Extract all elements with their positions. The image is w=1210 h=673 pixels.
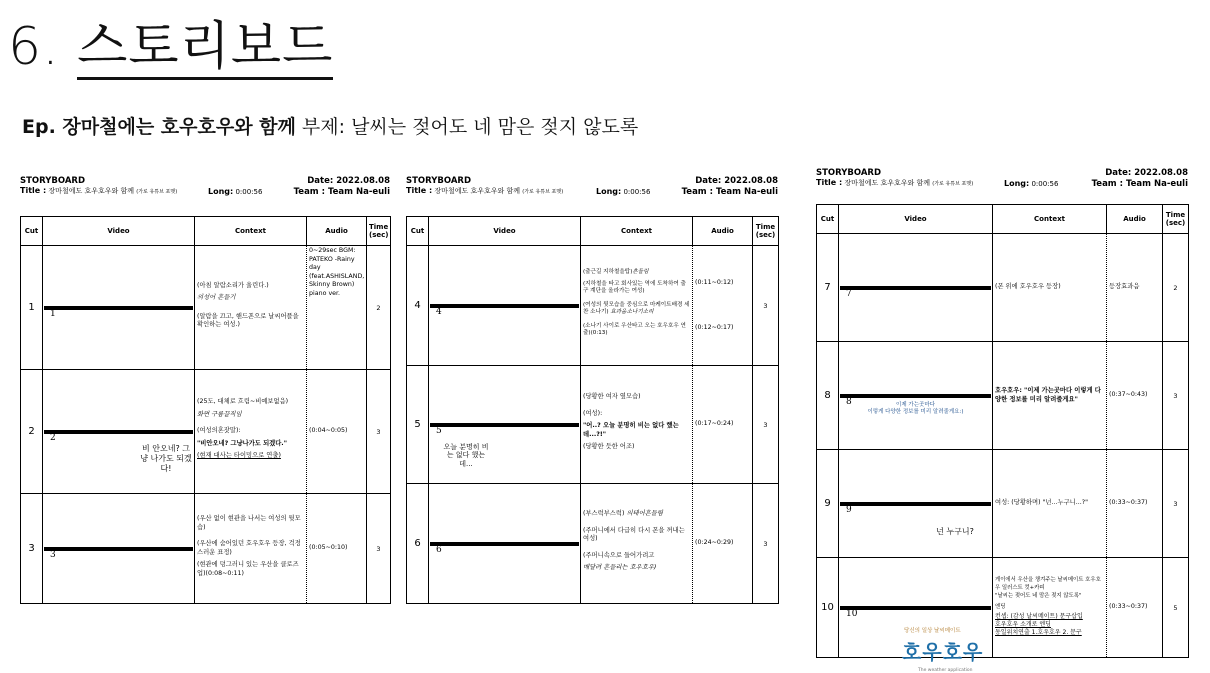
frame-number: 4: [436, 306, 442, 317]
storyboard-frame: [840, 286, 991, 299]
title-note: (가로 유튜브 포맷): [932, 181, 974, 187]
context-cell: [581, 246, 693, 366]
col-cut: Cut: [407, 217, 429, 246]
cut-number: 2: [21, 370, 43, 494]
title-value: 장마철에도 호우호우와 함께: [434, 187, 521, 195]
table-header-row: [407, 217, 779, 246]
time-cell: 2: [1163, 234, 1189, 342]
table-row: [817, 234, 1189, 342]
time-cell: 3: [753, 484, 779, 604]
audio-line: (0:12~0:17): [695, 323, 734, 331]
col-audio: Audio: [1107, 205, 1163, 234]
poster-text: 이렇게 다양한 정보를 미리 알려줄게요:): [867, 408, 964, 415]
col-video: Video: [43, 217, 195, 246]
frame-number: 8: [846, 396, 852, 407]
col-time: Time (sec): [1163, 205, 1189, 234]
storyboard-frame: [430, 304, 579, 317]
context-line: (아침 알람소리가 울린다.): [197, 281, 269, 289]
date-label: Date: 2022.08.08: [307, 176, 390, 186]
title-label: Title :: [20, 186, 47, 195]
time-cell: 3: [1163, 450, 1189, 558]
context-line: (알람을 끄고, 핸드폰으로 날씨어플을 확인하는 여성.): [197, 312, 299, 328]
time-cell: 2: [367, 246, 391, 370]
cut-number: 7: [817, 234, 839, 342]
storyboard-sheet-3: [816, 168, 1188, 673]
storyboard-frame: [44, 430, 193, 473]
context-effect: 매달려 흔들리는 호우호우): [583, 564, 657, 572]
col-context: Context: [581, 217, 693, 246]
table-row: [21, 370, 391, 494]
team-label: Team : Team Na-euli: [1091, 179, 1188, 189]
sheet-title: [816, 178, 973, 188]
episode-title: Ep. 장마철에는 호우호우와 함께: [22, 116, 296, 138]
context-line: (현관에 덩그러니 있는 우산을 클로즈업)(0:08~0:11): [197, 561, 299, 577]
frame-number: 10: [846, 608, 858, 619]
storyboard-table: [816, 204, 1189, 673]
long-value: 0:00:56: [1031, 180, 1059, 188]
context-cell: [195, 494, 307, 604]
frame-number: 1: [50, 308, 56, 319]
title-label: Title :: [816, 178, 843, 187]
context-line: (주머니에서 다급히 다시 폰을 꺼내는 여성): [583, 526, 685, 543]
context-cell: [581, 366, 693, 484]
col-audio: Audio: [307, 217, 367, 246]
storyboard-sheet-2: [406, 176, 778, 604]
table-row: [817, 450, 1189, 558]
frame-number: 2: [50, 432, 56, 443]
long-label: Long:: [208, 187, 234, 196]
video-cell: [839, 342, 993, 450]
page-title: [8, 4, 333, 79]
context-line: (여성):: [583, 409, 603, 417]
speech-bubble: 넌 누구니?: [936, 526, 974, 536]
storyboard-sheet-1: [20, 176, 390, 604]
cut-number: 4: [407, 246, 429, 366]
time-cell: 3: [753, 246, 779, 366]
frame-number: 9: [846, 504, 852, 515]
audio-cell: (0:24~0:29): [693, 484, 753, 604]
date-label: Date: 2022.08.08: [695, 176, 778, 186]
title-value: 장마철에도 호우호우와 함께: [48, 187, 135, 195]
frame-number: 3: [50, 549, 56, 560]
storyboard-frame: [430, 423, 579, 468]
context-line: (우산에 숨어있던 호우호우 등장, 걱정스러운 표정): [197, 540, 301, 556]
long-field: [208, 187, 262, 196]
context-line: (주머니속으로 들어가려고: [583, 551, 655, 559]
table-header-row: [21, 217, 391, 246]
col-context: Context: [195, 217, 307, 246]
context-cell: [993, 450, 1107, 558]
time-cell: 3: [753, 366, 779, 484]
audio-cell: (0:33~0:37): [1107, 558, 1163, 658]
audio-cell: (0:37~0:43): [1107, 342, 1163, 450]
title-note: (가로 유튜브 포맷): [522, 189, 564, 195]
context-line: (여성의 뒷모습을 중심으로 마케이트배경 세찬 소나기): [583, 301, 690, 316]
table-row: [407, 484, 779, 604]
context-line: (지하철을 타고 회사있는 역에 도착하여 출구 계단을 올라가는 여성): [583, 280, 686, 295]
speech-bubble: 비 안오네? 그냥 나가도 되겠다!: [140, 443, 192, 473]
table-header-row: [817, 205, 1189, 234]
table-row: [21, 246, 391, 370]
storyboard-table: [20, 216, 391, 604]
logo-wordmark: 호우호우: [902, 639, 984, 664]
long-label: Long:: [596, 187, 622, 196]
episode-heading: [22, 112, 638, 139]
context-line: "날씨는 젖어도 네 맘은 젖지 않도록": [995, 593, 1082, 600]
storyboard-frame: [44, 306, 193, 319]
context-cell: [195, 370, 307, 494]
speech-bubble: 오늘 분명히 비는 없다 했는데...: [443, 442, 489, 468]
storyboard-table: [406, 216, 779, 604]
time-cell: 3: [367, 370, 391, 494]
storyboard-frame: [840, 606, 991, 673]
title-note: (가로 유튜브 포맷): [136, 189, 178, 195]
audio-cell: (0:33~0:37): [1107, 450, 1163, 558]
table-row: [407, 246, 779, 366]
cut-number: 10: [817, 558, 839, 658]
team-label: Team : Team Na-euli: [681, 187, 778, 197]
table-row: [407, 366, 779, 484]
sheet-header: [406, 176, 778, 216]
audio-cell: 등장효과음: [1107, 234, 1163, 342]
context-line: (당황한 듯한 어조): [583, 443, 635, 451]
title-label: Title :: [406, 186, 433, 195]
cut-number: 3: [21, 494, 43, 604]
cut-number: 8: [817, 342, 839, 450]
context-note: 호우호우 소개로 엔딩: [995, 620, 1051, 628]
context-line: (부스럭부스럭): [583, 510, 625, 518]
context-effect: 효과음소나기소리: [610, 309, 654, 316]
context-cell: [195, 246, 307, 370]
team-label: Team : Team Na-euli: [293, 187, 390, 197]
context-effect: 흔들림: [632, 269, 649, 276]
context-line: (당황한 여자 옆모습): [583, 393, 641, 401]
time-cell: 3: [367, 494, 391, 604]
time-cell: 3: [1163, 342, 1189, 450]
context-effect: 의태어흔들림: [626, 510, 663, 518]
audio-cell: [693, 246, 753, 366]
context-line: 엔딩: [995, 604, 1006, 611]
sheet-header: [20, 176, 390, 216]
context-effect: 의성어 흔들기: [197, 294, 236, 301]
poster-text: 이제 가는곳마다: [896, 401, 935, 408]
context-effect: 화면 구름끌직임: [197, 410, 242, 418]
context-cell: [993, 558, 1107, 658]
long-label: Long:: [1004, 179, 1030, 188]
storyboard-frame: [430, 542, 579, 555]
context-dialogue: "어..? 오늘 분명히 비는 없다 했는데...?!": [583, 422, 679, 438]
col-cut: Cut: [817, 205, 839, 234]
col-video: Video: [839, 205, 993, 234]
context-cell: [581, 484, 693, 604]
table-row: [21, 494, 391, 604]
context-line: (여성의혼잣말):: [197, 427, 241, 435]
sheet-header: [816, 168, 1188, 204]
video-cell: [429, 246, 581, 366]
storyboard-frame: [44, 547, 193, 560]
long-value: 0:00:56: [623, 188, 651, 196]
video-cell: [43, 246, 195, 370]
title-value: 장마철에도 호우호우와 함께: [844, 179, 931, 187]
video-cell: [43, 370, 195, 494]
video-cell: [429, 484, 581, 604]
title-text: 스토리보드: [77, 17, 333, 80]
storyboard-frame: [840, 502, 991, 536]
cut-number: 1: [21, 246, 43, 370]
frame-number: 5: [436, 425, 442, 436]
date-label: Date: 2022.08.08: [1105, 168, 1188, 178]
context-dialogue: 여성: (당황하며) "넌...누구니...?": [995, 499, 1089, 507]
col-cut: Cut: [21, 217, 43, 246]
context-line: (소나기 사이로 우산타고 오는 호우호우 연출)(0:13): [583, 322, 686, 337]
video-cell: [839, 234, 993, 342]
video-cell: [429, 366, 581, 484]
storyboard-label: STORYBOARD: [20, 176, 86, 186]
cut-number: 5: [407, 366, 429, 484]
video-cell: [839, 558, 993, 673]
audio-cell: (0:05~0:10): [307, 494, 367, 604]
long-field: [596, 187, 650, 196]
audio-cell: (0:04~0:05): [307, 370, 367, 494]
context-dialogue: "비안오네? 그냥나가도 되겠다.": [197, 439, 287, 447]
frame-number: 6: [436, 544, 442, 555]
context-line: 게이에서 우산을 챙겨주는 날씨메이트 호우호우 일러스트 컷+카피: [995, 577, 1101, 591]
long-field: [1004, 179, 1058, 188]
audio-cell: 0~29sec BGM: PATEKO -Rainy day (feat.ASHISLAND, Skinny Brown) piano ver.: [307, 246, 367, 370]
context-note: 컨셉: (감성 날씨메이트) 문구삽입: [995, 612, 1083, 620]
title-number: 6.: [8, 17, 60, 77]
storyboard-label: STORYBOARD: [816, 168, 882, 178]
long-value: 0:00:56: [235, 188, 263, 196]
storyboard-frame: [840, 394, 991, 415]
video-cell: [839, 450, 993, 558]
col-video: Video: [429, 217, 581, 246]
sheet-title: [20, 186, 177, 196]
col-audio: Audio: [693, 217, 753, 246]
table-row: [817, 342, 1189, 450]
context-line: (25도, 대체로 흐림~비예보없음): [197, 398, 289, 406]
episode-subtitle: 부제: 날씨는 젖어도 네 맘은 젖지 않도록: [295, 116, 639, 138]
sheet-title: [406, 186, 563, 196]
context-cell: (폰 위에 호우호우 등장): [993, 234, 1107, 342]
context-line: (출근길 지하철을탑): [583, 269, 633, 276]
cut-number: 9: [817, 450, 839, 558]
col-time: Time (sec): [367, 217, 391, 246]
context-note: (현재 대사는 타이밍으로 연출): [197, 452, 281, 460]
logo-tagline: 당신의 일상 날씨메이트: [904, 627, 961, 634]
storyboard-label: STORYBOARD: [406, 176, 472, 186]
video-cell: [43, 494, 195, 604]
col-time: Time (sec): [753, 217, 779, 246]
logo-subtitle: The weather application: [918, 667, 973, 673]
cut-number: 6: [407, 484, 429, 604]
context-note: 동일위치연출 1.호우호우 2. 문구: [995, 629, 1082, 637]
audio-line: (0:11~0:12): [695, 279, 734, 286]
audio-cell: (0:17~0:24): [693, 366, 753, 484]
context-cell: 호우호우: "이제 가는곳마다 이렇게 다양한 정보를 미리 알려줄게요": [993, 342, 1107, 450]
col-context: Context: [993, 205, 1107, 234]
context-line: (우산 없이 현관을 나서는 여성의 뒷모습): [197, 515, 301, 531]
table-row: [817, 558, 1189, 658]
frame-number: 7: [846, 288, 852, 299]
time-cell: 5: [1163, 558, 1189, 658]
